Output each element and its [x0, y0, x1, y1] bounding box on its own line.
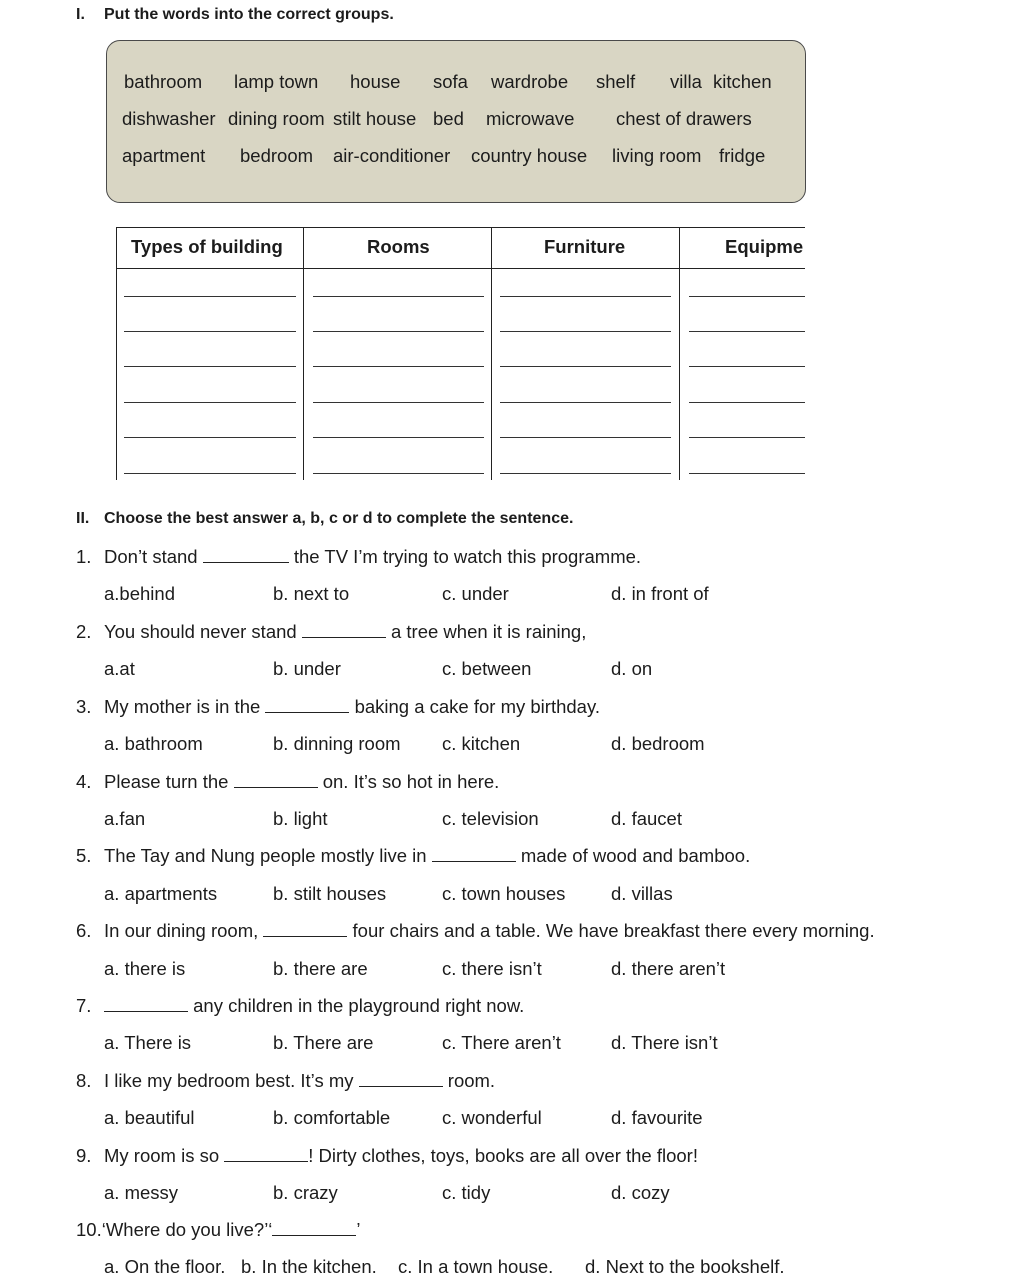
option-b[interactable]: b. light — [273, 808, 328, 829]
option-b[interactable]: b. next to — [273, 583, 350, 604]
option-c[interactable]: c. television — [442, 808, 539, 829]
option-b[interactable]: b. dinning room — [273, 733, 401, 754]
question-7-number: 7. — [76, 995, 92, 1016]
word-item: fridge — [719, 145, 766, 166]
question-8: I like my bedroom best. It’s my room. — [104, 1070, 496, 1091]
option-a[interactable]: a. messy — [104, 1182, 179, 1203]
question-2-number: 2. — [76, 621, 92, 642]
question-3-number: 3. — [76, 696, 92, 717]
option-b[interactable]: b. In the kitchen. — [241, 1256, 377, 1277]
answer-blank[interactable] — [313, 331, 484, 332]
option-c[interactable]: c. between — [442, 658, 532, 679]
answer-blank[interactable] — [689, 473, 805, 474]
answer-blank[interactable] — [689, 296, 805, 297]
answer-blank[interactable] — [432, 847, 516, 862]
word-item: kitchen — [713, 71, 772, 92]
option-a[interactable]: a. beautiful — [104, 1107, 195, 1128]
answer-blank[interactable] — [689, 366, 805, 367]
question-1: Don’t stand the TV I’m trying to watch this programme. — [104, 546, 642, 567]
option-d[interactable]: d. faucet — [611, 808, 682, 829]
answer-blank[interactable] — [124, 331, 296, 332]
option-c[interactable]: c. under — [442, 583, 509, 604]
answer-blank[interactable] — [124, 473, 296, 474]
answer-blank[interactable] — [313, 402, 484, 403]
answer-blank[interactable] — [500, 437, 671, 438]
option-c[interactable]: c. kitchen — [442, 733, 521, 754]
option-b[interactable]: b. comfortable — [273, 1107, 391, 1128]
section2-title: Choose the best answer a, b, c or d to complete the sentence. — [104, 510, 574, 527]
word-item: bathroom — [124, 71, 203, 92]
option-d[interactable]: d. there aren’t — [611, 958, 726, 979]
answer-blank[interactable] — [689, 402, 805, 403]
option-c[interactable]: c. In a town house. — [398, 1256, 554, 1277]
option-d[interactable]: d. Next to the bookshelf. — [585, 1256, 785, 1277]
word-item: villa — [670, 71, 702, 92]
answer-blank[interactable] — [313, 366, 484, 367]
option-b[interactable]: b. under — [273, 658, 341, 679]
answer-blank[interactable] — [500, 296, 671, 297]
question-9: My room is so ! Dirty clothes, toys, books are all over the floor! — [104, 1145, 698, 1166]
option-a[interactable]: a. bathroom — [104, 733, 203, 754]
answer-blank[interactable] — [124, 366, 296, 367]
answer-blank[interactable] — [234, 773, 318, 788]
question-10-number: 10. — [76, 1219, 102, 1240]
answer-blank[interactable] — [224, 1147, 308, 1162]
option-b[interactable]: b. crazy — [273, 1182, 338, 1203]
option-d[interactable]: d. cozy — [611, 1182, 670, 1203]
question-6-number: 6. — [76, 920, 92, 941]
word-item: lamp town — [234, 71, 319, 92]
answer-blank[interactable] — [265, 698, 349, 713]
answer-blank[interactable] — [263, 922, 347, 937]
option-b[interactable]: b. there are — [273, 958, 368, 979]
answer-blank[interactable] — [302, 623, 386, 638]
option-c[interactable]: c. town houses — [442, 883, 566, 904]
word-item: dishwasher — [122, 108, 216, 129]
question-2: You should never stand a tree when it is raining, — [104, 621, 587, 642]
answer-blank[interactable] — [313, 473, 484, 474]
word-item: stilt house — [333, 108, 417, 129]
question-7: any children in the playground right now. — [104, 995, 524, 1017]
question-9-number: 9. — [76, 1145, 92, 1166]
question-4: Please turn the on. It’s so hot in here. — [104, 771, 500, 792]
answer-blank[interactable] — [124, 296, 296, 297]
section1-title: Put the words into the correct groups. — [104, 6, 394, 23]
option-c[interactable]: c. wonderful — [442, 1107, 542, 1128]
option-b[interactable]: b. There are — [273, 1032, 374, 1053]
word-item: microwave — [486, 108, 575, 129]
option-d[interactable]: d. villas — [611, 883, 673, 904]
option-a[interactable]: a. There is — [104, 1032, 192, 1053]
option-a[interactable]: a. On the floor. — [104, 1256, 226, 1277]
option-c[interactable]: c. tidy — [442, 1182, 491, 1203]
option-a[interactable]: a.fan — [104, 808, 146, 829]
option-c[interactable]: c. There aren’t — [442, 1032, 561, 1053]
word-item: house — [350, 71, 401, 92]
question-1-number: 1. — [76, 546, 92, 567]
question-4-number: 4. — [76, 771, 92, 792]
answer-blank[interactable] — [313, 437, 484, 438]
answer-blank[interactable] — [500, 473, 671, 474]
table-header-types-of-building: Types of building — [131, 236, 283, 257]
answer-blank[interactable] — [104, 997, 188, 1012]
question-6: In our dining room, four chairs and a table. We have breakfast there every morning. — [104, 920, 875, 941]
table-header-rooms: Rooms — [367, 236, 430, 257]
option-a[interactable]: a. apartments — [104, 883, 218, 904]
answer-blank[interactable] — [689, 331, 805, 332]
option-a[interactable]: a.at — [104, 658, 135, 679]
answer-blank[interactable] — [124, 437, 296, 438]
table-header-furniture: Furniture — [544, 236, 626, 257]
word-item: dining room — [228, 108, 325, 129]
option-d[interactable]: d. bedroom — [611, 733, 705, 754]
word-item: chest of drawers — [616, 108, 752, 129]
answer-blank[interactable] — [500, 402, 671, 403]
option-d[interactable]: d. on — [611, 658, 653, 679]
word-item: sofa — [433, 71, 468, 92]
word-item: wardrobe — [491, 71, 569, 92]
answer-blank[interactable] — [500, 366, 671, 367]
word-item: air-conditioner — [333, 145, 451, 166]
question-5: The Tay and Nung people mostly live in made of wood and bamboo. — [104, 845, 751, 866]
option-c[interactable]: c. there isn’t — [442, 958, 542, 979]
question-8-number: 8. — [76, 1070, 92, 1091]
word-item: apartment — [122, 145, 206, 166]
answer-blank[interactable] — [124, 402, 296, 403]
section2-number: II. — [76, 510, 90, 527]
question-10: 10.‘Where do you live?’‘ ’ — [76, 1219, 361, 1240]
answer-blank[interactable] — [500, 331, 671, 332]
word-item: bed — [433, 108, 464, 129]
table-header-equipment: Equipme — [725, 236, 804, 257]
answer-blank[interactable] — [359, 1072, 443, 1087]
option-d[interactable]: d. favourite — [611, 1107, 703, 1128]
question-3: My mother is in the baking a cake for my birthday. — [104, 696, 600, 717]
answer-blank[interactable] — [203, 548, 289, 563]
word-item: country house — [471, 145, 588, 166]
section1-number: I. — [76, 6, 85, 23]
word-item: living room — [612, 145, 702, 166]
answer-blank[interactable] — [313, 296, 484, 297]
option-a[interactable]: a. there is — [104, 958, 186, 979]
word-item: bedroom — [240, 145, 314, 166]
option-a[interactable]: a.behind — [104, 583, 175, 604]
word-item: shelf — [596, 71, 636, 92]
option-d[interactable]: d. There isn’t — [611, 1032, 718, 1053]
option-b[interactable]: b. stilt houses — [273, 883, 387, 904]
question-5-number: 5. — [76, 845, 92, 866]
option-d[interactable]: d. in front of — [611, 583, 709, 604]
answer-blank[interactable] — [272, 1221, 356, 1236]
answer-blank[interactable] — [689, 437, 805, 438]
